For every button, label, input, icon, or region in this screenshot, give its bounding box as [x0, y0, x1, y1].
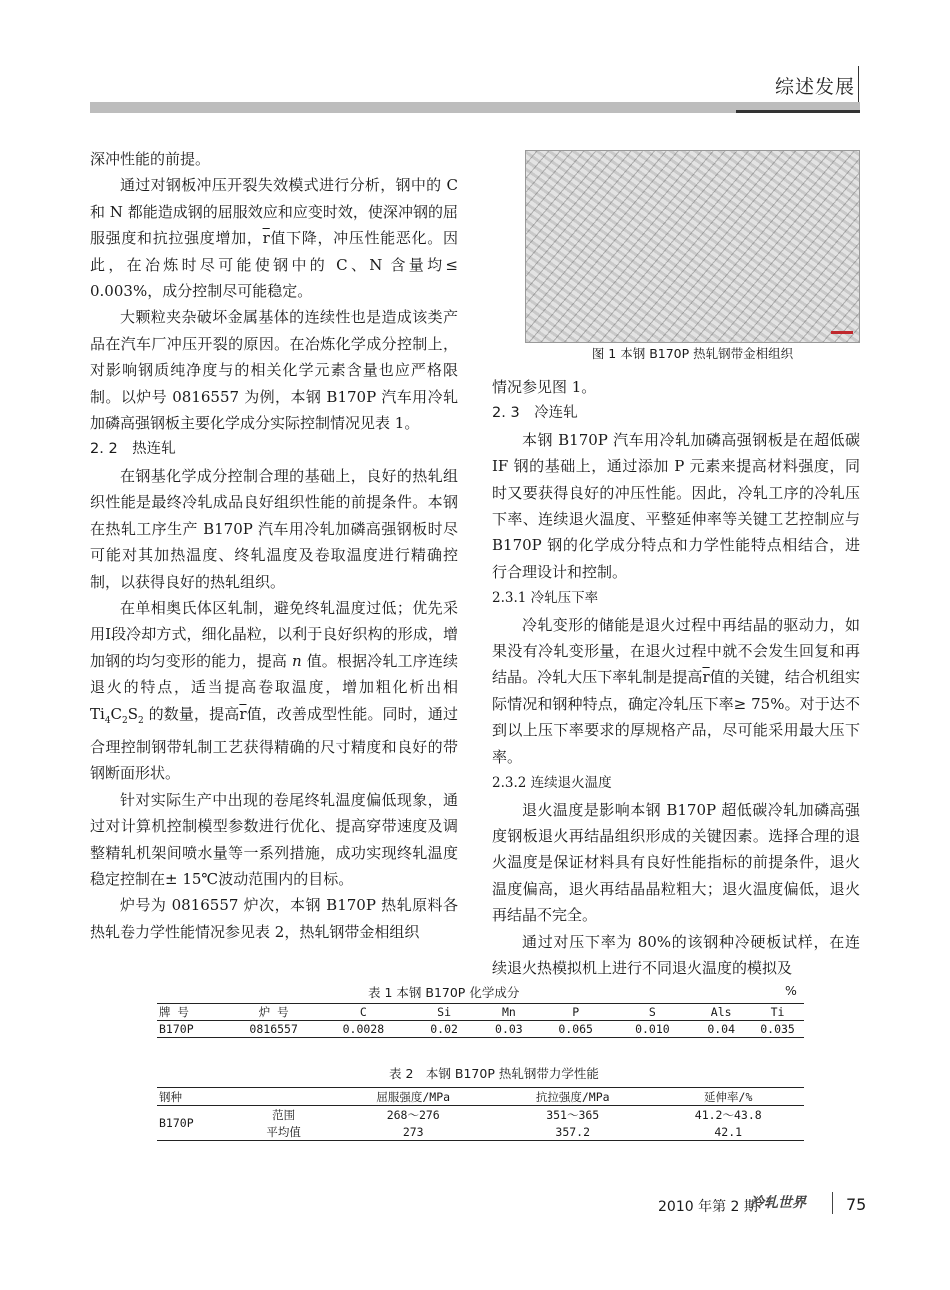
table-header-row: [157, 1004, 804, 1021]
table-cell: 351～365: [546, 1107, 600, 1122]
table-header-cell: P: [538, 1004, 614, 1021]
table-cell: 0.04: [691, 1021, 751, 1038]
table-cell: 0.010: [614, 1021, 692, 1038]
table-header-cell: 牌 号: [157, 1004, 229, 1021]
table-cell: 357.2: [493, 1123, 653, 1141]
table-header-cell: 钢种: [157, 1088, 234, 1106]
table-cell: 273: [333, 1123, 493, 1141]
table-cell: 268～276: [386, 1107, 440, 1122]
section-heading: 2. 2 热连轧: [90, 441, 176, 458]
table-cell: B170P: [157, 1021, 229, 1038]
paragraph: 炉号为 0816557 炉次，本钢 B170P 热轧原料各热轧卷力学性能情况参见表 2，热轧钢带金相组织: [90, 896, 458, 941]
scale-bar: [831, 331, 853, 334]
table-header-cell: S: [614, 1004, 692, 1021]
header-divider: [858, 66, 859, 102]
table-cell: 0.0028: [319, 1021, 409, 1038]
table-header-cell: 延伸率/%: [652, 1088, 804, 1106]
paragraph: 本钢 B170P 汽车用冷轧加磷高强钢板是在超低碳 IF 钢的基础上，通过添加 P 元素来提高材料强度，同时又要获得良好的冲压性能。因此，冷轧工序的冷轧压下率、连续退火温度、平整延伸率等关键工艺控制应与 B170P 钢的化学成分特点和力学性能特点相结合，进行合理设计和控制。: [492, 430, 860, 581]
table-cell: 0.035: [751, 1021, 804, 1038]
table-header-cell: 抗拉强度/MPa: [493, 1088, 653, 1106]
table-cell: 0816557: [229, 1021, 319, 1038]
table-cell: 0.065: [538, 1021, 614, 1038]
table2: [157, 1087, 804, 1141]
table-header-cell: Ti: [751, 1004, 804, 1021]
table-cell: B170P: [157, 1106, 234, 1141]
table-header-cell: 炉 号: [229, 1004, 319, 1021]
issue-label: 2010 年第 2 期: [658, 1199, 758, 1215]
micrograph-image: [525, 150, 860, 343]
paragraph: 在单相奥氏体区轧制，避免终轧温度过低；优先采用Ⅰ段冷却方式，细化晶粒，以利于良好织构的形成，增加钢的均匀变形的能力，提高 n 值。根据冷轧工序连续退火的特点，适当提高卷取温度，增加粗化析出相 $Ti_4C_2S_2$ 的数量，提高$\overline{r}$值，改善成型性能。同时，通过合理控制钢带轧制工艺获得精确的尺寸精度和良好的带钢断面形状。: [90, 598, 458, 783]
table2-caption: 表 2 本钢 B170P 热轧钢带力学性能: [389, 1066, 599, 1081]
table1: [157, 1003, 804, 1038]
section-heading: 2. 3 冷连轧: [492, 405, 578, 422]
page-number: 75: [846, 1195, 867, 1214]
header-bar-accent: [736, 110, 860, 113]
left-column: [90, 146, 458, 945]
subsection-heading: 2.3.2 连续退火温度: [492, 775, 612, 792]
table1-unit: %: [785, 983, 797, 998]
figure-caption: 图 1 本钢 B170P 热轧钢带金相组织: [591, 346, 794, 361]
paragraph: 通过对压下率为 80%的该钢种冷硬板试样，在连续退火热模拟机上进行不同退火温度的模拟及: [492, 932, 860, 977]
paragraph: 针对实际生产中出现的卷尾终轧温度偏低现象，通过对计算机控制模型参数进行优化、提高穿带速度及调整精轧机架间喷水量等一系列措施，成功实现终轧温度稳定控制在± 15℃波动范围内的目标。: [90, 790, 458, 888]
table-header-cell: 屈服强度/MPa: [333, 1088, 493, 1106]
paragraph: 情况参见图 1。: [492, 378, 597, 396]
table-cell: 0.02: [408, 1021, 480, 1038]
paragraph: 冷轧变形的储能是退火过程中再结晶的驱动力，如果没有冷轧变形量，在退火过程中就不会发生回复和再结晶。冷轧大压下率轧制是提高$\overline{r}$值的关键，结合机组实际情况和钢种特点，确定冷轧压下率≥ 75%。对于达不到以上压下率要求的厚规格产品，尽可能采用最大压下率。: [492, 615, 860, 766]
table-header-row: [157, 1088, 804, 1106]
table-cell: 41.2～43.8: [694, 1107, 762, 1122]
paragraph: 大颗粒夹杂破坏金属基体的连续性也是造成该类产品在汽车厂冲压开裂的原因。在冶炼化学成分控制上，对影响钢质纯净度与的相关化学元素含量也应严格限制。以炉号 0816557 为例，本钢 B170P 汽车用冷轧加磷高强钢板主要化学成分实际控制情况见表 1。: [90, 308, 458, 433]
table-row: [157, 1106, 804, 1124]
table-header-cell: C: [319, 1004, 409, 1021]
table-row: [157, 1123, 804, 1141]
paragraph: 退火温度是影响本钢 B170P 超低碳冷轧加磷高强度钢板退火再结晶组织形成的关键因素。选择合理的退火温度是保证材料具有良好性能指标的前提条件，退火温度偏高，退火再结晶晶粒粗大；退火温度偏低，退火再结晶不完全。: [492, 800, 860, 925]
paragraph: 深冲性能的前提。: [90, 150, 211, 168]
table-cell: 42.1: [652, 1123, 804, 1141]
footer-divider: [832, 1192, 833, 1214]
paragraph: 在钢基化学成分控制合理的基础上，良好的热轧组织性能是最终冷轧成品良好组织性能的前提条件。本钢在热轧工序生产 B170P 汽车用冷轧加磷高强钢板时尽可能对其加热温度、终轧温度及卷取温度进行精确控制，以获得良好的热轧组织。: [90, 466, 458, 591]
table-cell: 0.03: [480, 1021, 538, 1038]
table-cell: 范围: [272, 1107, 296, 1122]
right-column: [492, 374, 860, 981]
table1-caption: 表 1 本钢 B170P 化学成分: [368, 985, 520, 1000]
table-header-cell: Si: [408, 1004, 480, 1021]
table-header-cell: Als: [691, 1004, 751, 1021]
table-cell: 平均值: [234, 1123, 334, 1141]
journal-logo: 冷轧世界: [750, 1195, 806, 1211]
subsection-heading: 2.3.1 冷轧压下率: [492, 590, 599, 607]
table-header-cell: Mn: [480, 1004, 538, 1021]
table-row: [157, 1021, 804, 1038]
section-title: 综述发展: [774, 76, 855, 98]
paragraph: 通过对钢板冲压开裂失效模式进行分析，钢中的 C 和 N 都能造成钢的屈服效应和应变时效，使深冲钢的屈服强度和抗拉强度增加，$\overline{r}$值下降，冲压性能恶化。因此，在冶炼时尽可能使钢中的 C、N 含量均≤ 0.003%，成分控制尽可能稳定。: [90, 176, 458, 301]
table-header-cell: [234, 1088, 334, 1106]
